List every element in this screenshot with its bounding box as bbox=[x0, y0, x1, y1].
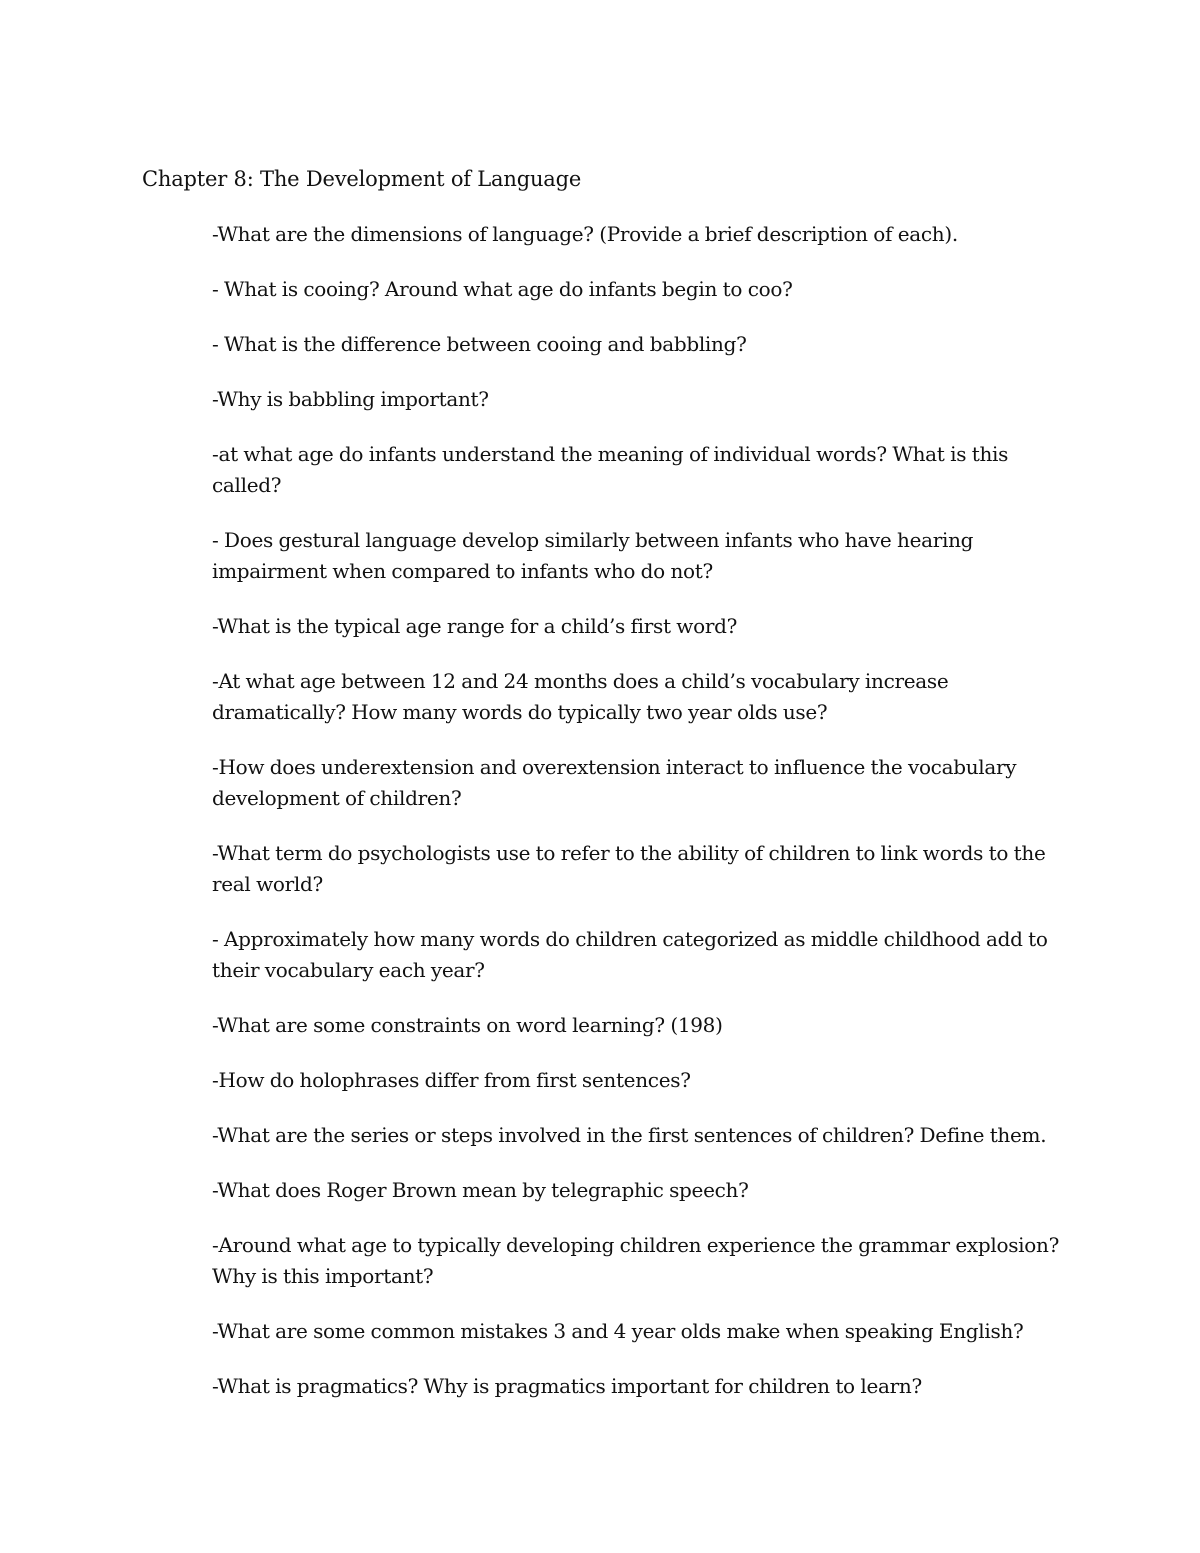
question-11: - Approximately how many words do children categorized as middle childhood add to their vocabulary each year? bbox=[212, 927, 1048, 982]
question-12: -What are some constraints on word learning? (198) bbox=[212, 1013, 723, 1037]
question-10: -What term do psychologists use to refer to the ability of children to link words to the real world? bbox=[212, 841, 1046, 896]
question-5: -at what age do infants understand the meaning of individual words? What is this called? bbox=[212, 442, 1009, 497]
question-13: -How do holophrases differ from first sentences? bbox=[212, 1068, 691, 1092]
question-3: - What is the difference between cooing and babbling? bbox=[212, 332, 747, 356]
question-2: - What is cooing? Around what age do infants begin to coo? bbox=[212, 277, 793, 301]
question-14: -What are the series or steps involved in the first sentences of children? Define them. bbox=[212, 1123, 1047, 1147]
question-17: -What are some common mistakes 3 and 4 year olds make when speaking English? bbox=[212, 1319, 1024, 1343]
question-9: -How does underextension and overextension interact to influence the vocabulary development of children? bbox=[212, 755, 1017, 810]
question-6: - Does gestural language develop similarly between infants who have hearing impairment when compared to infants who do not? bbox=[212, 528, 974, 583]
question-8: -At what age between 12 and 24 months does a child’s vocabulary increase dramatically? How many words do typically two year olds use? bbox=[212, 669, 949, 724]
question-list bbox=[212, 219, 1072, 1426]
question-15: -What does Roger Brown mean by telegraphic speech? bbox=[212, 1178, 749, 1202]
question-16: -Around what age to typically developing children experience the grammar explosion? Why is this important? bbox=[212, 1233, 1060, 1288]
question-4: -Why is babbling important? bbox=[212, 387, 489, 411]
question-18: -What is pragmatics? Why is pragmatics important for children to learn? bbox=[212, 1374, 922, 1398]
question-7: -What is the typical age range for a child’s first word? bbox=[212, 614, 738, 638]
page-title: Chapter 8: The Development of Language bbox=[142, 167, 582, 191]
question-1: -What are the dimensions of language? (Provide a brief description of each). bbox=[212, 222, 958, 246]
